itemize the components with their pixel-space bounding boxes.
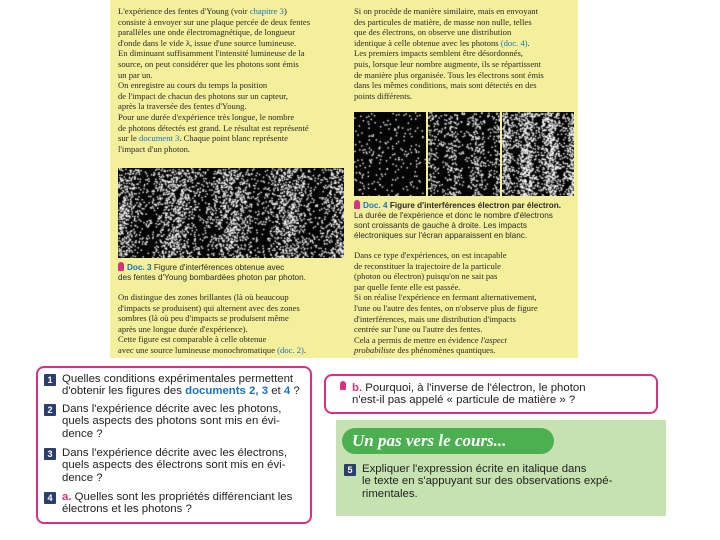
questions-box: 1 Quelles conditions expérimentales permettent d'obtenir les figures des documents 2, 3 et 4 ? 2 Dans l'expérience décrite avec les photons, quels aspects des photons sont mis en évi- dence ? 3 Dans l'expérience décrite avec les électrons, quels aspects des électrons sont mis en évi- dence ? 4 a. Quelles sont les propriétés différenciant les électrons et les photons ? <box>36 366 312 524</box>
document-4-link[interactable]: (doc. 4) <box>500 37 528 48</box>
doc3-caption: Doc. 3 Figure d'interférences obtenue avec des fentes d'Young bombardées photon par photon. <box>118 263 306 282</box>
pin-icon <box>118 262 124 271</box>
question-5: Expliquer l'expression écrite en italique dans le texte en s'appuyant sur des observations expé- rimentales. <box>362 463 613 500</box>
left-bottom-text: On distingue des zones brillantes (là où beaucoup d'impacts se produisent) qui alternent avec des zones sombres (là où peu d'impacts se produisent même après une longue durée d'expérience). Cette figure est comparable à celle obtenue avec une source lumineuse monochromatique (doc. 2). <box>118 292 307 355</box>
speckle-texture <box>118 168 344 258</box>
doc3-interference-image <box>118 168 344 258</box>
document-3-link[interactable]: document 3 <box>139 133 180 144</box>
speckle-texture <box>428 112 500 196</box>
question-4b-box <box>324 374 658 414</box>
pin-icon <box>354 200 360 209</box>
doc4-panel-few-electrons <box>354 112 426 196</box>
right-top-text: Si on procède de manière similaire, mais en envoyant des particules de matière, de masse non nulle, telles que des électrons, on observe une distribution identique à celle obtenue avec les photons (doc. 4). Les premiers impacts semblent être désordonnés, puis, lorsque leur nombre augmente, ils se répartissent de manière plus organisée. Tous les électrons sont émis dans les mêmes conditions, mais sont détectés en des points différents. <box>354 6 544 101</box>
doc4-panel-more-electrons <box>428 112 500 196</box>
pin-icon <box>340 381 346 390</box>
question-4b: b. Pourquoi, à l'inverse de l'électron, le photon n'est-il pas appelé « particule de matière » ? <box>352 382 586 407</box>
doc4-caption: Doc. 4 Figure d'interférences électron par électron. La durée de l'expérience et donc le nombre d'électrons sont croissants de gauche à droite. Les impacts électroniques sur l'écran apparaissent en blanc. <box>354 201 562 240</box>
cours-title-pill: Un pas vers le cours... <box>342 428 554 454</box>
right-bottom-text: Dans ce type d'expériences, on est incapable de reconstituer la trajectoire de la particule (photon ou électron) puisqu'on ne sait pas par quelle fente elle est passée. Si on réalise l'expérience en fermant alternativement, l'une ou l'autre des fentes, on n'observe plus de figure d'interférences, mais une distribution d'impacts centrée sur l'une ou l'autre des fentes. Cela a permis de mettre en évidence l'aspect probabiliste des phénomènes quantiques. <box>354 250 538 356</box>
speckle-texture <box>354 112 426 196</box>
doc4-panel-many-electrons <box>502 112 574 196</box>
left-intro-text: L'expérience des fentes d'Young (voir chapitre 3) consiste à envoyer sur une plaque percée de deux fentes parallèles une onde électromagnétique, de longueur d'onde dans le vide λ, issue d'une source lumineuse. En diminuant suffisamment l'intensité lumineuse de la source, on peut considérer que les photons sont émis un par un. On enregistre au cours du temps la position de l'impact de chacun des photons sur un capteur, après la traversée des fentes d'Young. Pour une durée d'expérience très longue, le nombre de photons détectés est grand. Le résultat est représenté sur le document 3. Chaque point blanc représente l'impact d'un photon. <box>118 6 311 154</box>
chapter-link[interactable]: chapitre 3 <box>249 6 284 16</box>
document-2-link[interactable]: (doc. 2) <box>277 344 304 355</box>
question-5-number: 5 <box>344 464 356 476</box>
speckle-texture <box>502 112 574 196</box>
